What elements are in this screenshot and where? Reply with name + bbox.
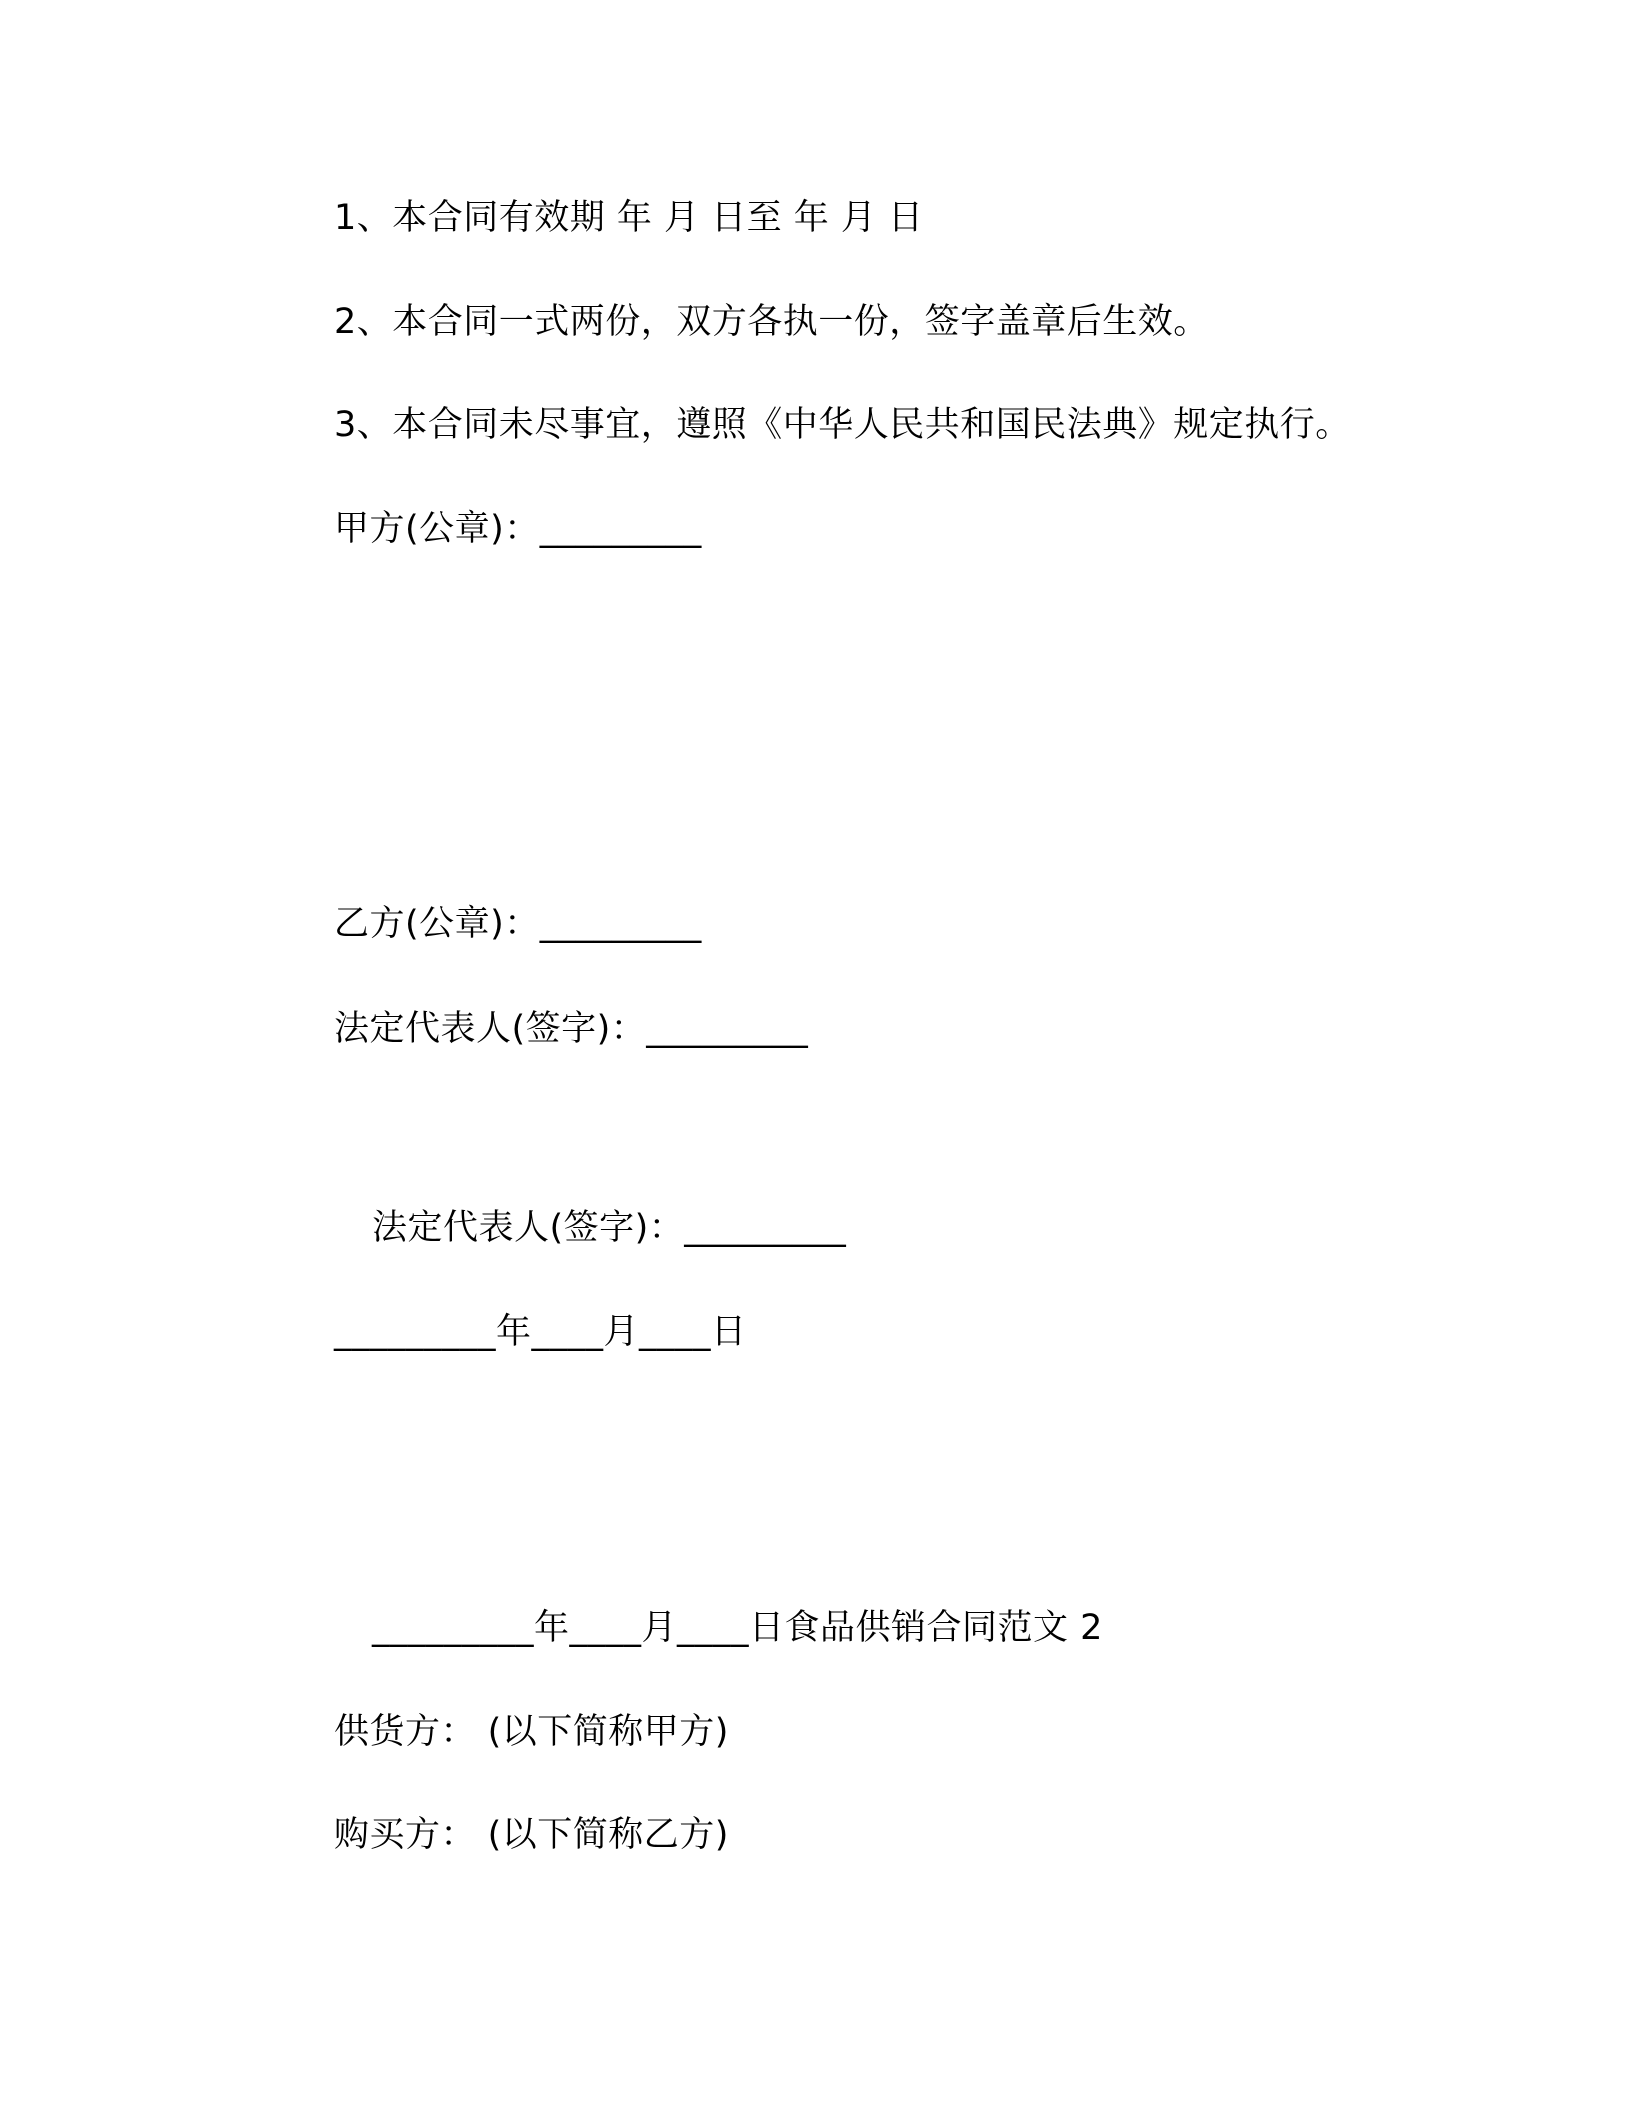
supplier-line: 供货方： (以下简称甲方) (334, 1712, 729, 1752)
clause-3: 3、本合同未尽事宜，遵照《中华人民共和国民法典》规定执行。 (334, 405, 1351, 445)
clause-2: 2、本合同一式两份，双方各执一份，签字盖章后生效。 (334, 302, 1209, 342)
party-b-seal: 乙方(公章)：_________ (334, 904, 702, 944)
contract-2-heading: _________年____月____日食品供销合同范文 2 (372, 1608, 1103, 1648)
date-line: _________年____月____日 (334, 1312, 747, 1352)
legal-representative-signature-2: 法定代表人(签字)：_________ (372, 1208, 847, 1248)
legal-representative-signature-1: 法定代表人(签字)：_________ (334, 1009, 809, 1049)
clause-1: 1、本合同有效期 年 月 日至 年 月 日 (334, 198, 924, 238)
purchaser-line: 购买方： (以下简称乙方) (334, 1815, 729, 1855)
party-a-seal: 甲方(公章)：_________ (334, 509, 702, 549)
